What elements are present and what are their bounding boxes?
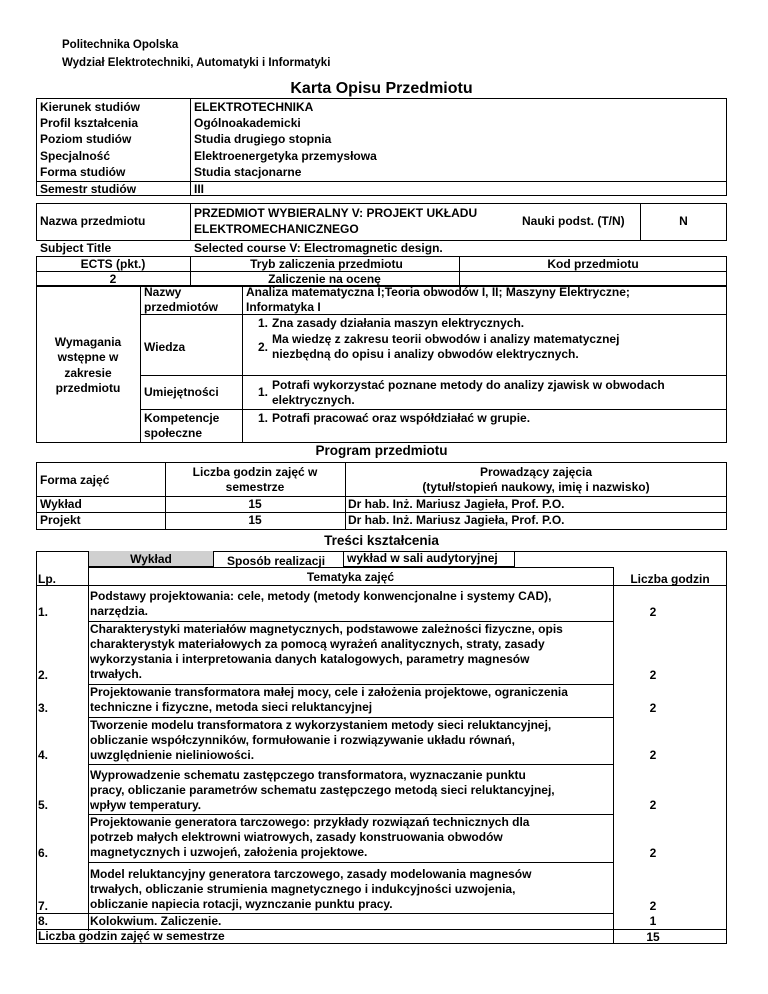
content-col-lp: Lp. — [38, 572, 56, 586]
skills-item: elektrycznych. — [272, 393, 355, 407]
faculty-name: Wydział Elektrotechniki, Automatyki i Informatyki — [62, 57, 331, 69]
university-name: Politechnika Opolska — [62, 39, 179, 51]
topic-lp: 1. — [38, 605, 49, 619]
lecture-type-label: Wykład — [130, 552, 172, 566]
topic-line: uwzględnienie nieliniowości. — [90, 748, 255, 762]
program-col-teacher: (tytuł/stopień naukowy, imię i nazwisko) — [422, 480, 650, 494]
program-col-hours: Liczba godzin zajęć w — [192, 465, 318, 479]
topic-line: wpływ temperatury. — [90, 798, 202, 812]
content-divider — [88, 862, 613, 863]
topic-lp: 8. — [38, 914, 49, 928]
social-label: społeczne — [144, 426, 203, 440]
info-label: Forma studiów — [40, 165, 126, 179]
program-row-hours: 15 — [248, 513, 262, 527]
requirements-label: wstępne w — [57, 350, 119, 364]
total-hours-label: Liczba godzin zajęć w semestrze — [38, 929, 225, 943]
ects-label: ECTS (pkt.) — [80, 257, 146, 271]
program-row-form: Wykład — [40, 497, 82, 511]
topic-line: potrzeb małych elektrowni wiatrowych, zasady konstruowania obwodów — [90, 830, 503, 844]
req-divider — [140, 375, 727, 376]
topic-lp: 2. — [38, 668, 49, 682]
program-row-hours: 15 — [248, 497, 262, 511]
total-hours-value: 15 — [646, 930, 660, 944]
subject-title-value: Selected course V: Electromagnetic design. — [194, 241, 443, 255]
info-value: Ogólnoakademicki — [194, 116, 301, 130]
req-divider — [242, 286, 243, 443]
program-row-form: Projekt — [40, 513, 81, 527]
content-col-topic: Tematyka zajęć — [306, 570, 395, 584]
skills-label: Umiejętności — [144, 385, 219, 399]
topic-line: Projektowanie transformatora małej mocy, cele i założenia projektowe, ograniczenia — [90, 685, 568, 699]
topic-line: wykorzystania i interpretowania danych katalogowych, parametry magnesów — [90, 652, 530, 666]
topic-line: techniczne i fizyczne, metoda sieci reluktancyjnej — [90, 700, 373, 714]
knowledge-label: Wiedza — [144, 340, 186, 354]
topic-line: Wyprowadzenie schematu zastępczego transformatora, wyznaczanie punktu — [90, 768, 526, 782]
skills-item: Potrafi wykorzystać poznane metody do analizy zjawisk w obwodach — [272, 378, 665, 392]
content-divider — [88, 551, 89, 931]
topic-hours: 2 — [649, 846, 657, 860]
prereq-courses-label: przedmiotów — [144, 300, 218, 314]
topic-hours: 2 — [649, 605, 657, 619]
prereq-courses-value: Informatyka I — [246, 300, 321, 314]
topic-hours: 1 — [649, 914, 657, 928]
req-divider — [140, 409, 727, 410]
program-col-teacher: Prowadzący zajęcia — [479, 465, 593, 479]
topic-hours: 2 — [649, 798, 657, 812]
mode-label: Tryb zaliczenia przedmiotu — [250, 257, 403, 271]
topic-line: pracy, obliczanie parametrów schematu zastępczego metodą sieci reluktancyjnej, — [90, 783, 555, 797]
content-col-hours: Liczba godzin — [630, 572, 710, 586]
program-section-title: Program przedmiotu — [315, 443, 448, 458]
topic-lp: 5. — [38, 798, 49, 812]
subject-title-label: Subject Title — [40, 241, 112, 255]
topic-hours: 2 — [649, 668, 657, 682]
info-value: III — [194, 182, 205, 196]
topic-line: magnetycznych i uzwojeń, założenia projektowe. — [90, 845, 368, 859]
info-label: Poziom studiów — [40, 132, 132, 146]
topic-lp: 4. — [38, 748, 49, 762]
requirements-label: przedmiotu — [55, 381, 121, 395]
topic-hours: 2 — [649, 748, 657, 762]
knowledge-num: 2. — [258, 340, 269, 354]
topic-line: obliczanie napiecia rotacji, wyznczanie punktu pracy. — [90, 897, 393, 911]
info-label: Kierunek studiów — [40, 100, 141, 114]
topic-lp: 3. — [38, 701, 49, 715]
requirements-label: Wymagania — [54, 335, 122, 349]
topic-lp: 6. — [38, 846, 49, 860]
content-divider — [88, 764, 613, 765]
info-value: Studia stacjonarne — [194, 165, 302, 179]
program-row-teacher: Dr hab. Inż. Mariusz Jagieła, Prof. P.O. — [348, 497, 565, 511]
content-section-title: Treści kształcenia — [324, 533, 439, 548]
topic-line: Projektowanie generatora tarczowego: przykłady rozwiązań technicznych dla — [90, 815, 530, 829]
knowledge-item: niezbędną do opisu i analizy obwodów elektrycznych. — [272, 347, 579, 361]
info-value: Studia drugiego stopnia — [194, 132, 332, 146]
topic-line: Charakterystyki materiałów magnetycznych, podstawowe zależności fizyczne, opis — [90, 622, 563, 636]
course-name-line1: PRZEDMIOT WYBIERALNY V: PROJEKT UKŁADU — [194, 206, 478, 220]
program-col-hours: semestrze — [225, 480, 285, 494]
info-value: Elektroenergetyka przemysłowa — [194, 149, 377, 163]
topic-line: charakterystyk materiałowych za pomocą wyrażeń analitycznych, straty, zasady — [90, 637, 545, 651]
info-label: Profil kształcenia — [40, 116, 139, 130]
knowledge-item: Ma wiedzę z zakresu teorii obwodów i analizy matematycznej — [272, 332, 620, 346]
topic-line: narzędzia. — [90, 604, 149, 618]
social-num: 1. — [258, 411, 269, 425]
code-label: Kod przedmiotu — [547, 257, 639, 271]
basic-science-value: N — [679, 214, 688, 228]
requirements-label: zakresie — [64, 366, 112, 380]
skills-num: 1. — [258, 385, 269, 399]
topic-line: obliczanie współczynników, formułowanie i rozwiązywanie układu równań, — [90, 733, 515, 747]
topic-line: Podstawy projektowania: cele, metody (metody konwencjonalne i systemy CAD), — [90, 589, 552, 603]
req-divider — [140, 286, 141, 443]
mode-value: Zaliczenie na ocenę — [268, 272, 381, 286]
method-label: Sposób realizacji — [227, 554, 326, 568]
program-row-teacher: Dr hab. Inż. Mariusz Jagieła, Prof. P.O. — [348, 513, 565, 527]
topic-lp: 7. — [38, 899, 49, 913]
ects-value: 2 — [109, 272, 117, 286]
method-value: wykład w sali audytoryjnej — [347, 551, 498, 565]
topic-line: trwałych, obliczanie strumienia magnetycznego i indukcyjności uzwojenia, — [90, 882, 516, 896]
prereq-courses-label: Nazwy — [144, 285, 182, 299]
info-label: Semestr studiów — [40, 182, 137, 196]
course-name-label: Nazwa przedmiotu — [40, 214, 146, 228]
topic-line: trwałych. — [90, 667, 143, 681]
info-value: ELEKTROTECHNIKA — [194, 100, 314, 114]
topic-hours: 2 — [649, 701, 657, 715]
basic-science-label: Nauki podst. (T/N) — [522, 214, 625, 228]
prereq-courses-value: Analiza matematyczna I;Teoria obwodów I, II; Maszyny Elektryczne; — [246, 285, 630, 299]
course-divider — [190, 203, 191, 241]
page-title: Karta Opisu Przedmiotu — [290, 80, 473, 97]
info-label: Specjalność — [40, 149, 111, 163]
program-col-form: Forma zajęć — [40, 473, 110, 487]
knowledge-item: Zna zasady działania maszyn elektrycznych. — [272, 316, 525, 330]
topic-hours: 2 — [649, 899, 657, 913]
topic-line: Model reluktancyjny generatora tarczowego, zasady modelowania magnesów — [90, 867, 532, 881]
req-divider — [140, 314, 727, 315]
topic-line: Kolokwium. Zaliczenie. — [90, 914, 222, 928]
social-item: Potrafi pracować oraz współdziałać w grupie. — [272, 411, 531, 425]
social-label: Kompetencje — [144, 411, 220, 425]
knowledge-num: 1. — [258, 316, 269, 330]
course-name-line2: ELEKTROMECHANICZNEGO — [194, 222, 359, 236]
topic-line: Tworzenie modelu transformatora z wykorzystaniem metody sieci reluktancyjnej, — [90, 718, 552, 732]
content-divider — [88, 567, 613, 568]
